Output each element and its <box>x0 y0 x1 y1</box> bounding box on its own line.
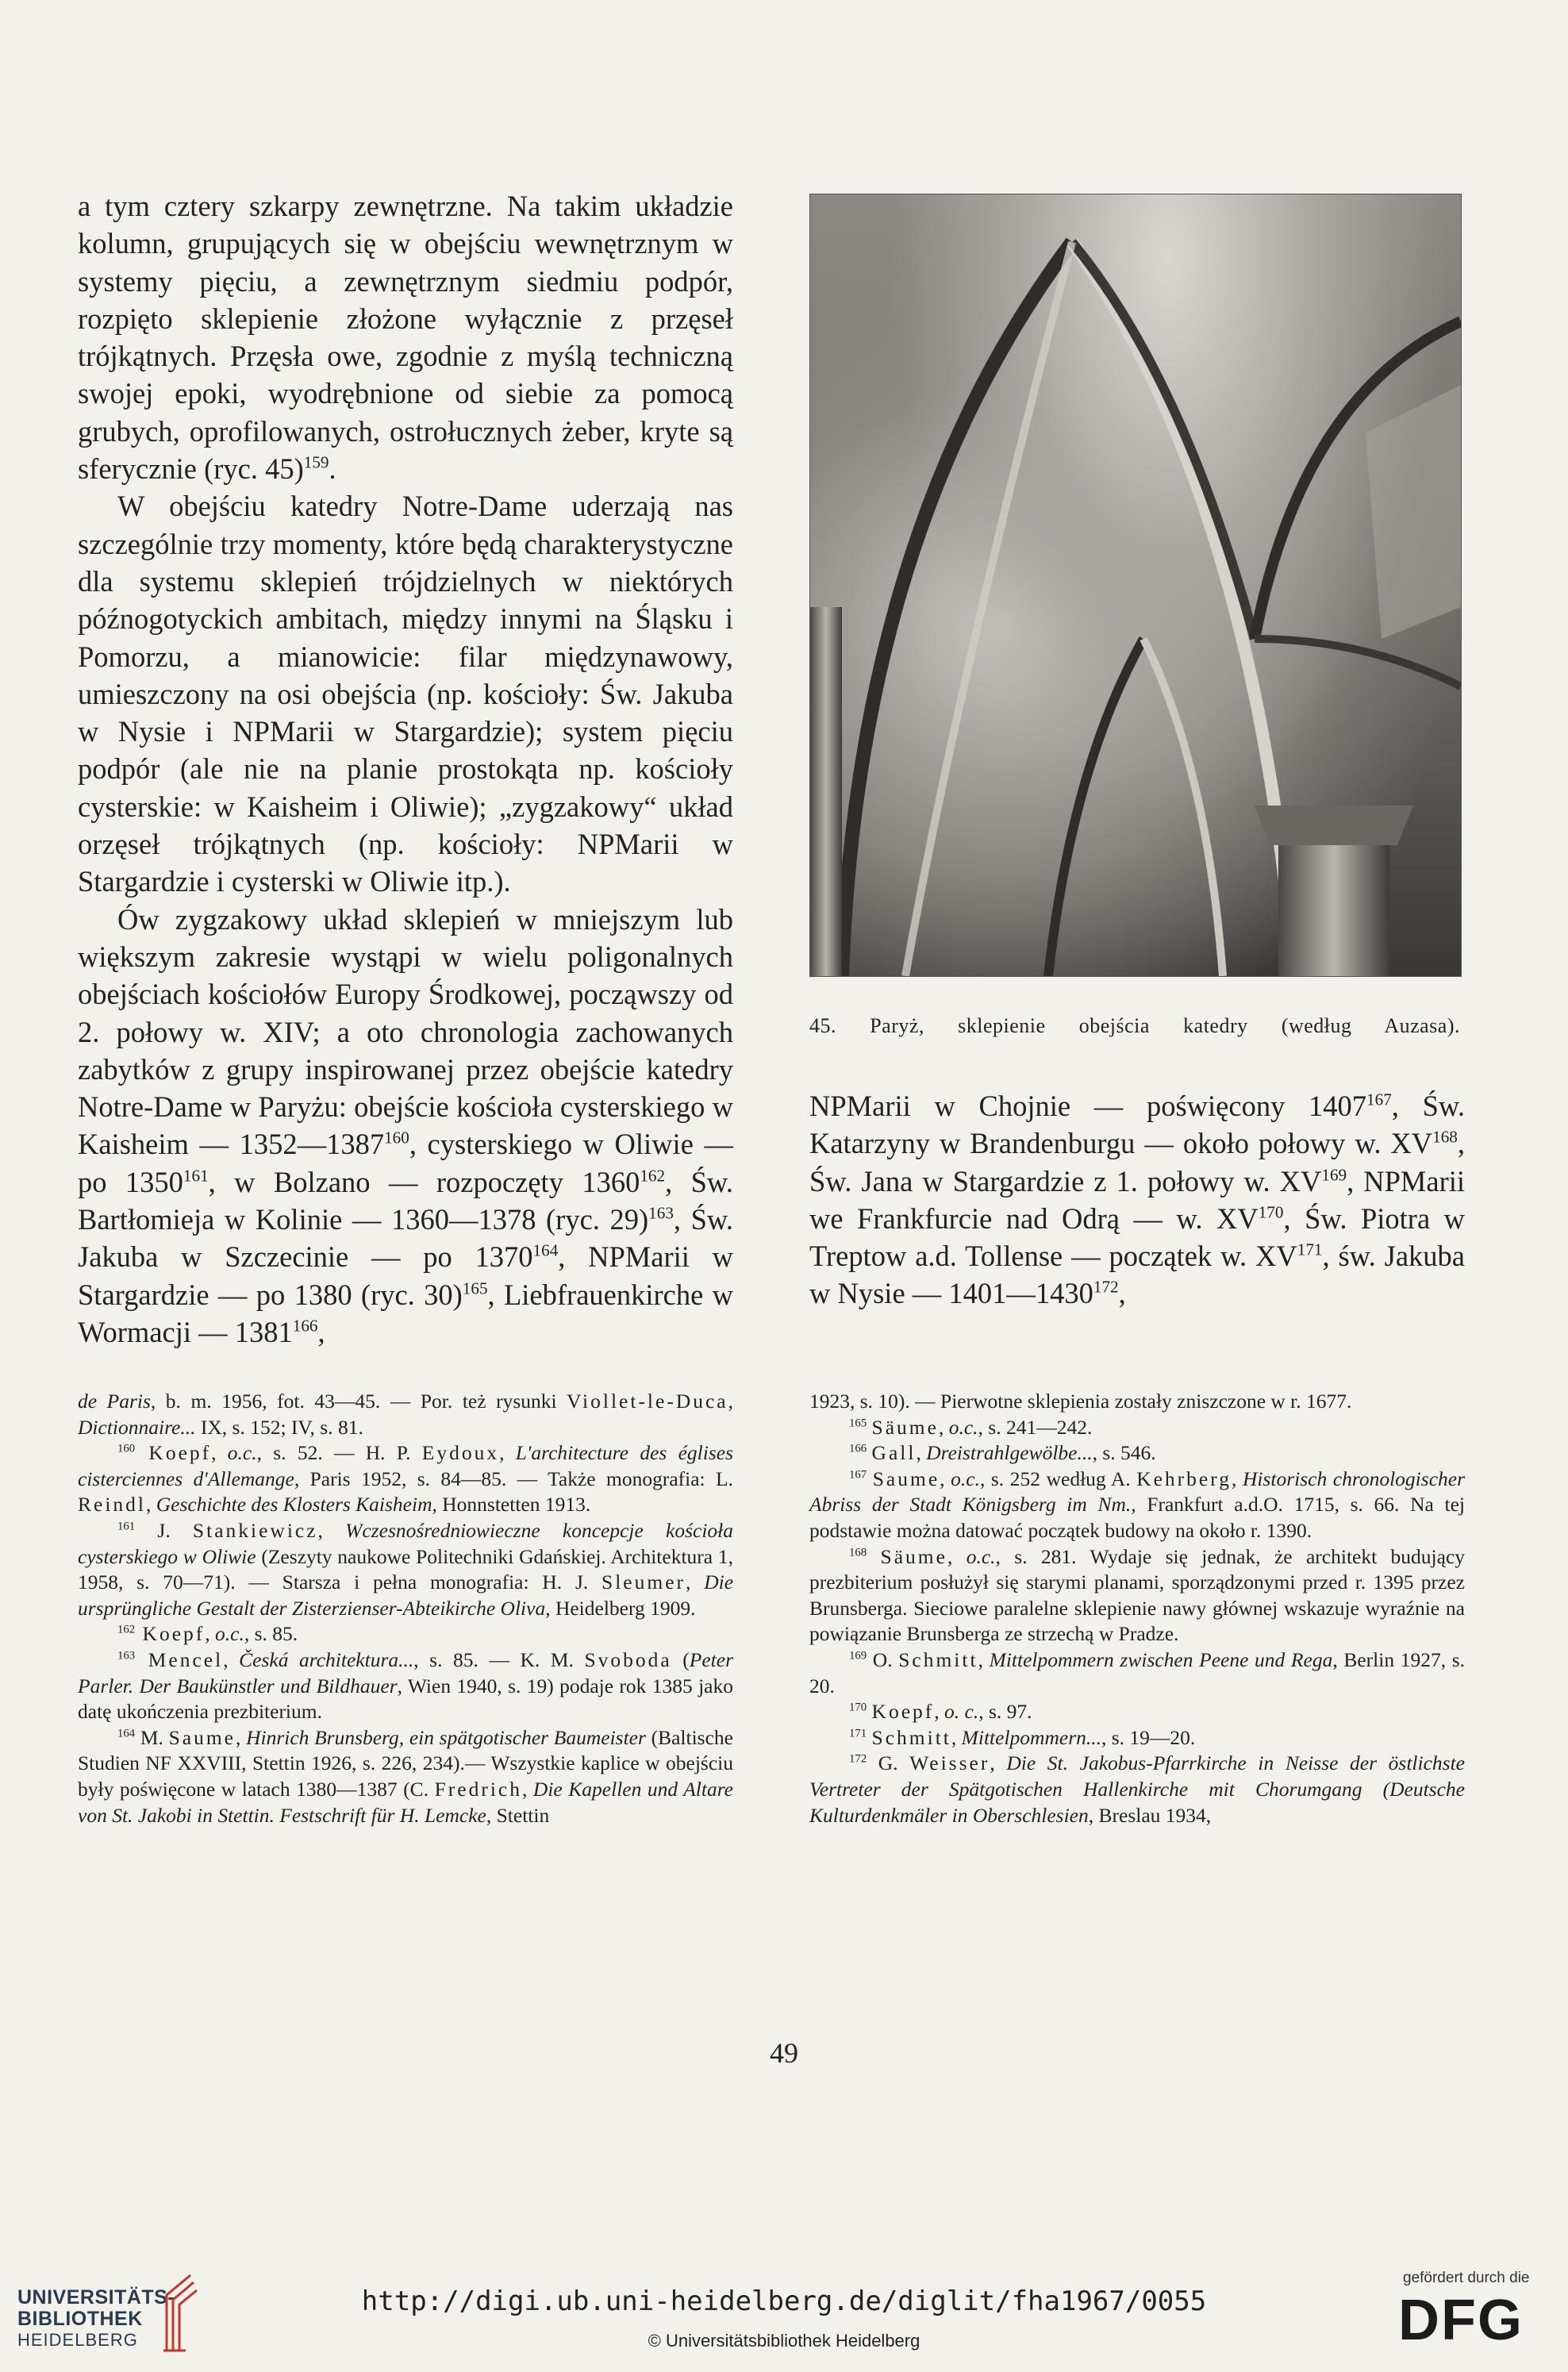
footnote-172: $^{172}$ G. Weisser, Die St. Jakobus-Pfarrkirche in Neisse der östlichste Vertreter der Spätgotischen Hallenkirche mit Chorumgang (Deutsche Kulturdenkmäler in Oberschlesien, Breslau 1934, <box>809 1751 1465 1827</box>
footnote-164: $^{164}$ M. Saume, Hinrich Brunsberg, ein spätgotischer Baumeister (Baltische Studien NF XXVIII, Stettin 1926, s. 226, 234).— Wszystkie kaplice w obejściu były poświęcone w latach 1380—1387 (C. Fredrich, Die Kapellen und Altare von St. Jakobi in Stettin. Festschrift für H. Lemcke, Stettin <box>78 1725 733 1827</box>
dfg-logo[interactable]: DFG <box>1398 2289 1524 2352</box>
copyright-notice: © Universitätsbibliothek Heidelberg <box>648 2331 920 2351</box>
funded-by-label: gefördert durch die <box>1403 2270 1530 2286</box>
footnote-167: $^{167}$ Saume, o.c., s. 252 według A. Kehrberg, Historisch chronologischer Abriss der Stadt Königsberg im Nm., Frankfurt a.d.O. 1715, s. 66. Na tej podstawie można datować początek budowy na około r. 1390. <box>809 1467 1465 1542</box>
footnote-continuation-right: 1923, s. 10). — Pierwotne sklepienia zostały zniszczone w r. 1677. <box>809 1390 1352 1413</box>
footnote-168: $^{168}$ Säume, o.c., s. 281. Wydaje się jednak, że architekt budujący prezbiterium posłużył się starymi planami, sporządzonymi przed r. 1395 przez Brunsberga. Sieciowe paralelne sklepienie nawy głównej wskazuje wyraźnie na powiązanie Brunsberga ze strzechą w Pradze. <box>809 1544 1466 1646</box>
footnote-165: $^{165}$ Säume, o.c., s. 241—242. <box>849 1415 1093 1439</box>
library-name-line-2: BIBLIOTHEK <box>17 2308 143 2330</box>
paragraph-continued: NPMarii w Chojnie — poświęcony 1407$^{167}$, Św. Katarzyny w Brandenburgu — około połowy w. XV$^{168}$, Św. Jana w Stargardzie z 1. połowy w. XV$^{169}$, NPMarii we Frankfurcie nad Odrą — w. XV$^{170}$, Św. Piotra w Treptow a.d. Tollense — początek w. XV$^{171}$, św. Jakuba w Nysie — 1401—1430$^{172}$, <box>809 1090 1466 1310</box>
figure-vault-photo <box>809 194 1462 977</box>
paragraph-1: a tym cztery szkarpy zewnętrzne. Na takim układzie kolumn, grupujących się w obejściu wewnętrznym w systemy pięciu, a zewnętrznym siedmiu podpór, rozpięto sklepienie złożone wyłącznie z przęseł trójkątnych. Przęsła owe, zgodnie z myślą techniczną swojej epoki, wyodrębnione od siebie za pomocą grubych, oprofilowanych, ostrołucznych żeber, kryte są sferycznie (ryc. 45)$^{159}$. <box>78 190 733 486</box>
footnote-171: $^{171}$ Schmitt, Mittelpommern..., s. 19—20. <box>849 1725 1196 1749</box>
main-text-right-column <box>809 1087 1465 1313</box>
main-text-left-column <box>78 187 733 1351</box>
vault-photo-illustration <box>810 194 1461 976</box>
paragraph-2: W obejściu katedry Notre-Dame uderzają nas szczególnie trzy momenty, które będą charakterystyczne dla systemu sklepień trójdzielnych w niektórych późnogotyckich ambitach, między innymi na Śląsku i Pomorzu, a mianowicie: filar międzynawowy, umieszczony na osi obejścia (np. kościoły: Św. Jakuba w Nysie i NPMarii w Stargardzie); system pięciu podpór (ale nie na planie prostokąta np. kościoły cysterskie: w Kaisheim i Oliwie); „zygzakowy“ układ orzęseł trójkątnych (np. kościoły: NPMarii w Stargardzie i cysterski w Oliwie itp.). <box>78 490 733 898</box>
footnote-160: $^{160}$ Koepf, o.c., s. 52. — H. P. Eydoux, L'architecture des églises cisterciennes d'Allemange, Paris 1952, s. 84—85. — Także monografia: L. Reindl, Geschichte des Klosters Kaisheim, Honnstetten 1913. <box>78 1441 733 1517</box>
footnote-166: $^{166}$ Gall, Dreistrahlgewölbe..., s. 546. <box>849 1441 1156 1465</box>
library-name-line-3: HEIDELBERG <box>17 2330 138 2350</box>
footnote-162: $^{162}$ Koepf, o.c., s. 85. <box>117 1622 298 1646</box>
footnote-163: $^{163}$ Mencel, Česká architektura..., s. 85. — K. M. Svoboda (Peter Parler. Der Baukünstler und Bildhauer, Wien 1940, s. 19) podaje rok 1385 jako datę ukończenia prezbiterium. <box>78 1647 733 1724</box>
paragraph-3: Ów zygzakowy układ sklepień w mniejszym lub większym zakresie wystąpi w wielu poligonalnych obejściach kościołów Europy Środkowej, począwszy od 2. połowy w. XIV; a oto chronologia zachowanych zabytków z grupy inspirowanej przez obejście katedry Notre-Dame w Paryżu: obejście kościoła cysterskiego w Kaisheim — 1352—1387$^{160}$, cysterskiego w Oliwie — po 1350$^{161}$, w Bolzano — rozpoczęty 1360$^{162}$, Św. Bartłomieja w Kolinie — 1360—1378 (ryc. 29)$^{163}$, Św. Jakuba w Szczecinie — po 1370$^{164}$, NPMarii w Stargardzie — po 1380 (ryc. 30)$^{165}$, Liebfrauenkirche w Wormacji — 1381$^{166}$, <box>78 902 734 1348</box>
footnotes-left-column <box>78 1389 733 1828</box>
figure-caption: 45. Paryż, sklepienie obejścia katedry (według Auzasa). <box>809 1014 1460 1037</box>
footnotes-right-column <box>809 1389 1465 1828</box>
footnote-161: $^{161}$ J. Stankiewicz, Wczesnośredniowieczne koncepcje kościoła cysterskiego w Oliwie (Zeszyty naukowe Politechniki Gdańskiej. Architektura 1, 1958, s. 70—71). — Starsza i pełna monografia: H. J. Sleumer, Die ursprüngliche Gestalt der Zisterzienser-Abteikirche Oliva, Heidelberg 1909. <box>78 1518 734 1620</box>
permalink-url[interactable]: http://digi.ub.uni-heidelberg.de/diglit/fha1967/0055 <box>361 2286 1207 2317</box>
footnote-169: $^{169}$ O. Schmitt, Mittelpommern zwischen Peene und Rega, Berlin 1927, s. 20. <box>809 1647 1465 1697</box>
footnote-170: $^{170}$ Koepf, o. c., s. 97. <box>849 1700 1032 1724</box>
library-name-line-1: UNIVERSITÄTS- <box>17 2286 175 2309</box>
footnote-continuation: de Paris, b. m. 1956, fot. 43—45. — Por. też rysunki Viollet-le-Duca, Dictionnaire... IX, s. 152; IV, s. 81. <box>78 1390 733 1439</box>
page-number: 49 <box>770 2037 798 2069</box>
